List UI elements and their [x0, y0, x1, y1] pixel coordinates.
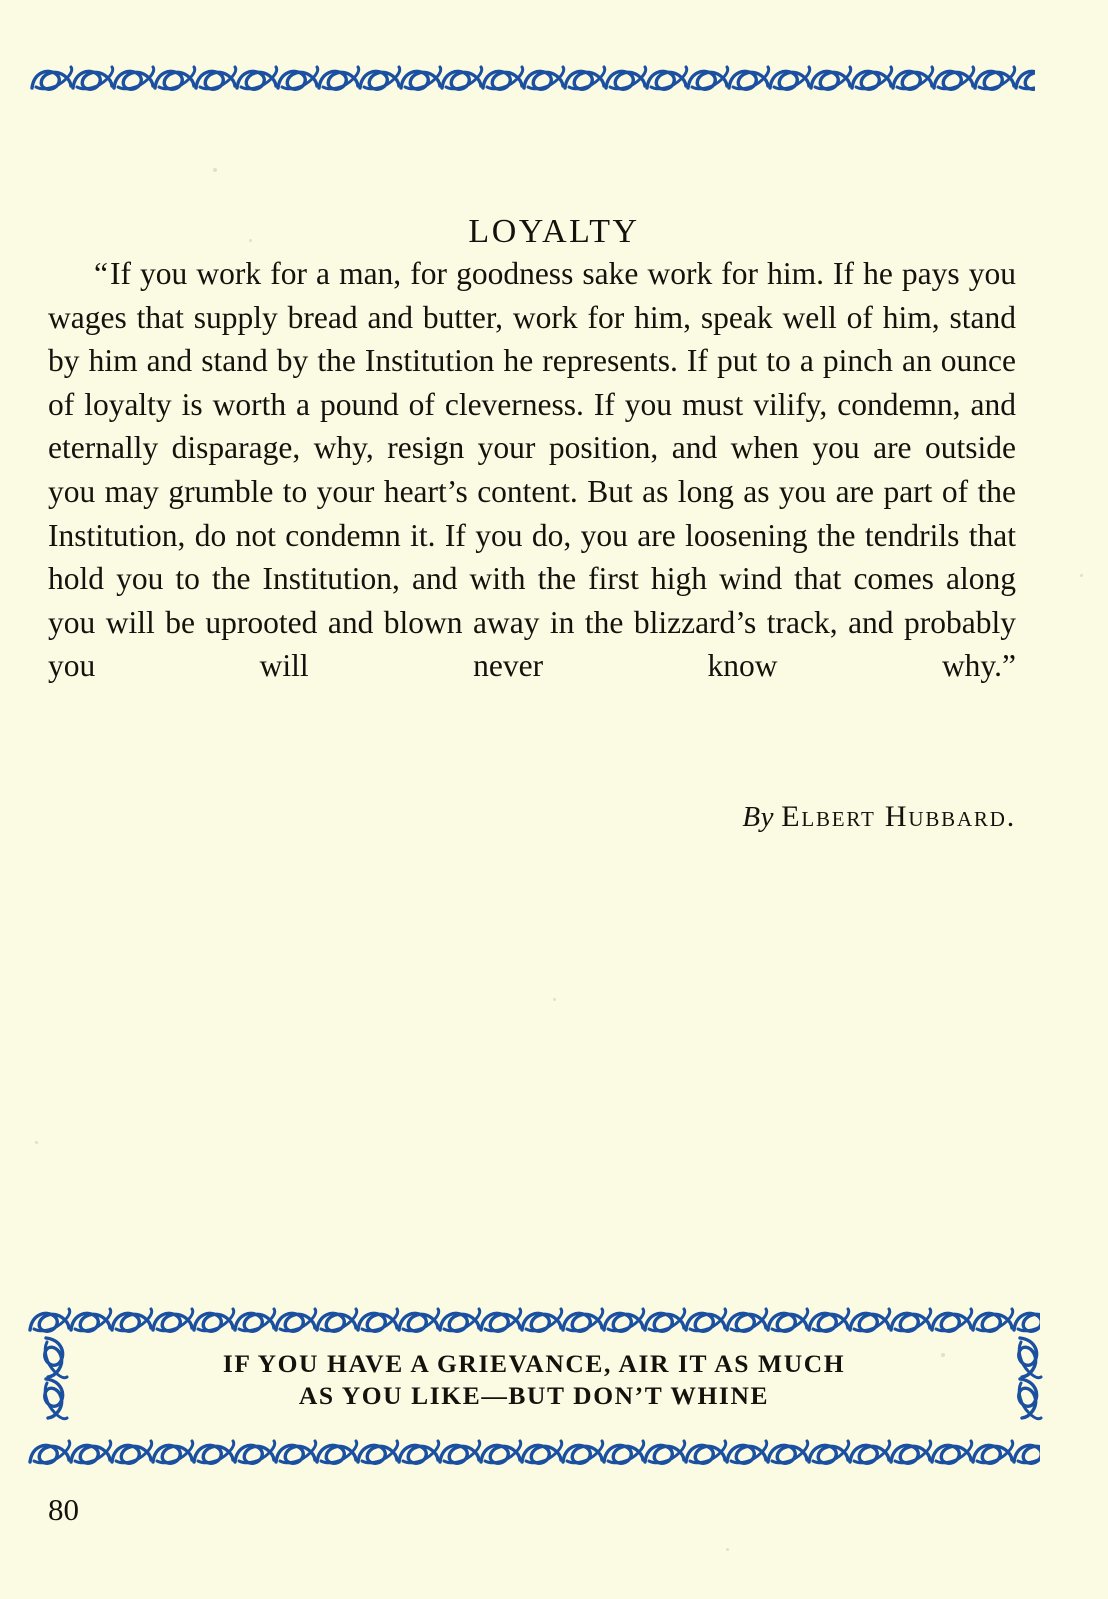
attribution-line [48, 800, 1016, 834]
quote-body [48, 252, 1016, 688]
page-number: 80 [48, 1492, 79, 1527]
motto-line-1: IF YOU HAVE A GRIEVANCE, AIR IT AS MUCH [222, 1349, 846, 1378]
attribution-author-name: Elbert Hubbard. [781, 800, 1016, 833]
paper-speck [213, 168, 217, 172]
attribution-by-label: By [742, 801, 774, 833]
page-title: LOYALTY [468, 212, 640, 250]
motto-bottom-flourish-rule-ornament [28, 1432, 1040, 1478]
motto-line-2: AS YOU LIKE—BUT DON’T WHINE [298, 1381, 770, 1410]
motto-text [98, 1348, 970, 1412]
quote-text: If you work for a man, for goodness sake work for him. If he pays you wages that supply bread and butter, work for him, speak well of him, stand by him and stand by the Institution he represents. If put to a pinch an ounce of loyalty is worth a pound of cleverness. If you must vilify, condemn, and eternally disparage, why, resign your position, and when you are outside you may grumble to your heart’s content. But as long as you are part of the Institution, do not condemn it. If you do, you are loosening the tendrils that hold you to the Institution, and with the first high wind that comes along you will be uprooted and blown away in the blizzard’s track, and probably you will never know why.” [48, 256, 1016, 684]
top-flourish-rule-ornament [30, 58, 1035, 104]
paper-speck [35, 1141, 38, 1144]
motto-panel [28, 1306, 1040, 1466]
motto-top-flourish-rule-ornament [28, 1300, 1040, 1346]
paper-speck [726, 1548, 729, 1551]
paper-speck [553, 998, 556, 1001]
opening-quotation-mark: “ [94, 256, 110, 291]
motto-right-flourish-ornament [998, 1336, 1044, 1440]
paper-speck [1080, 574, 1083, 577]
motto-left-flourish-ornament [24, 1336, 70, 1440]
